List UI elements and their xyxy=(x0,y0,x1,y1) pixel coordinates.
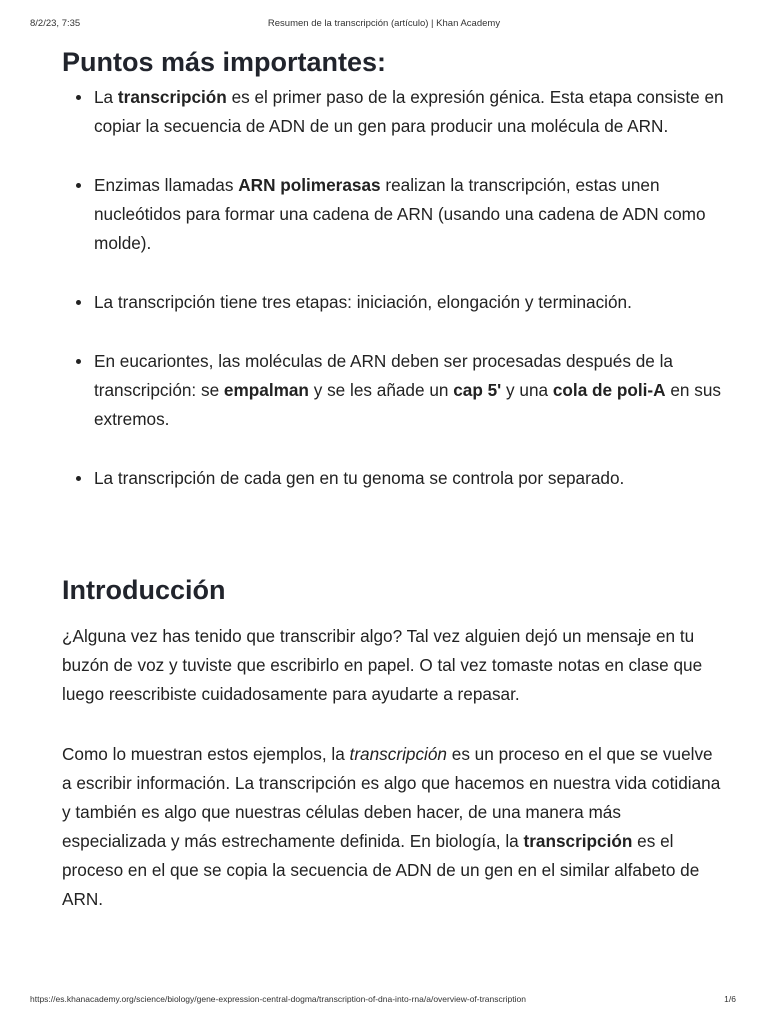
bold-term-cap-5: cap 5' xyxy=(453,380,502,400)
bold-term-arn-polimerasas: ARN polimerasas xyxy=(238,175,381,195)
key-points-list xyxy=(76,83,726,523)
intro-paragraph-2: Como lo muestran estos ejemplos, la transcripción es un proceso en el que se vuelve a escribir información. La transcripción es algo que hacemos en nuestra vida cotidiana y también es algo que nuestras células deben hacer, de una manera más especializada y más estrechamente definida. En biología, la transcripción es el proceso en el que se copia la secuencia de ADN de un gen en el similar alfabeto de ARN. xyxy=(62,744,721,909)
bold-term-cola-de-poli-a: cola de poli-A xyxy=(552,380,666,400)
bold-term-transcripcion: transcripción xyxy=(117,87,227,107)
italic-term-transcripcion: transcripción xyxy=(349,744,447,764)
key-point-4: En eucariontes, las moléculas de ARN deben ser procesadas después de la transcripción: se empalman y se les añade un cap 5' y una cola de poli-A en sus extremos. xyxy=(76,347,726,434)
bold-term-transcripcion-2: transcripción xyxy=(523,831,633,851)
key-point-2: Enzimas llamadas ARN polimerasas realizan la transcripción, estas unen nucleótidos para formar una cadena de ARN (usando una cadena de ADN como molde). xyxy=(76,171,726,258)
key-point-5: La transcripción de cada gen en tu genoma se controla por separado. xyxy=(76,464,726,493)
page-number: 1/6 xyxy=(724,994,736,1004)
print-footer xyxy=(0,994,768,1008)
print-header xyxy=(0,18,768,32)
key-point-1: La transcripción es el primer paso de la expresión génica. Esta etapa consiste en copiar la secuencia de ADN de un gen para producir una molécula de ARN. xyxy=(76,83,726,141)
print-page-title: Resumen de la transcripción (artículo) | Khan Academy xyxy=(267,18,501,29)
introduction-heading: Introducción xyxy=(62,575,226,605)
print-date: 8/2/23, 7:35 xyxy=(30,18,81,29)
intro-paragraph-1: ¿Alguna vez has tenido que transcribir algo? Tal vez alguien dejó un mensaje en tu buzón de voz y tuviste que escribirlo en papel. O tal vez tomaste notas en clase que luego reescribiste cuidadosamente para ayudarte a repasar. xyxy=(62,626,703,704)
key-points-heading: Puntos más importantes: xyxy=(62,47,387,77)
key-point-3: La transcripción tiene tres etapas: iniciación, elongación y terminación. xyxy=(76,288,726,317)
bold-term-empalman: empalman xyxy=(223,380,309,400)
page-url: https://es.khanacademy.org/science/biology/gene-expression-central-dogma/transcription-of-dna-into-rna/a/overview-of-transcription xyxy=(30,994,526,1004)
